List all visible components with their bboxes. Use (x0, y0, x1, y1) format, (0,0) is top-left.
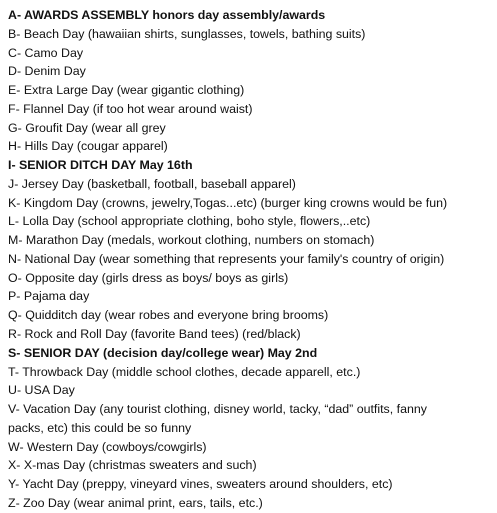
list-item-v-continuation: packs, etc) this could be so funny (8, 420, 192, 435)
list-item-d: D- Denim Day (8, 64, 86, 79)
list-item-z: Z- Zoo Day (wear animal print, ears, tails, etc.) (8, 495, 263, 510)
list-item-e: E- Extra Large Day (wear gigantic clothing) (8, 83, 245, 98)
list-item-p: P- Pajama day (8, 289, 90, 304)
list-item-f: F- Flannel Day (if too hot wear around waist) (8, 101, 253, 116)
list-item-r: R- Rock and Roll Day (favorite Band tees) (red/black) (8, 327, 301, 342)
list-item-l: L- Lolla Day (school appropriate clothing, boho style, flowers,..etc) (8, 214, 371, 229)
list-item-g: G- Groufit Day (wear all grey (8, 120, 166, 135)
list-item-v: V- Vacation Day (any tourist clothing, disney world, tacky, “dad” outfits, fanny (8, 402, 427, 417)
list-item-h: H- Hills Day (cougar apparel) (8, 139, 168, 154)
list-item-w: W- Western Day (cowboys/cowgirls) (8, 439, 207, 454)
list-item-x: X- X-mas Day (christmas sweaters and such) (8, 458, 257, 473)
list-item-i: I- SENIOR DITCH DAY May 16th (8, 158, 193, 173)
list-item-q: Q- Quidditch day (wear robes and everyone bring brooms) (8, 308, 329, 323)
list-item-o: O- Opposite day (girls dress as boys/ boys as girls) (8, 270, 289, 285)
list-item-s: S- SENIOR DAY (decision day/college wear) May 2nd (8, 345, 318, 360)
list-item-b: B- Beach Day (hawaiian shirts, sunglasses, towels, bathing suits) (8, 26, 366, 41)
list-item-t: T- Throwback Day (middle school clothes, decade apparell, etc.) (8, 364, 361, 379)
list-item-k: K- Kingdom Day (crowns, jewelry,Togas...etc) (burger king crowns would be fun) (8, 195, 448, 210)
list-item-a: A- AWARDS ASSEMBLY honors day assembly/awards (8, 8, 326, 22)
list-item-n: N- National Day (wear something that represents your family's country of origin) (8, 251, 445, 266)
list-item-c: C- Camo Day (8, 45, 84, 60)
list-item-m: M- Marathon Day (medals, workout clothing, numbers on stomach) (8, 233, 375, 248)
spirit-days-list (8, 6, 494, 513)
list-item-u: U- USA Day (8, 383, 75, 398)
list-item-y: Y- Yacht Day (preppy, vineyard vines, sweaters around shoulders, etc) (8, 477, 393, 492)
list-item-j: J- Jersey Day (basketball, football, baseball apparel) (8, 176, 296, 191)
